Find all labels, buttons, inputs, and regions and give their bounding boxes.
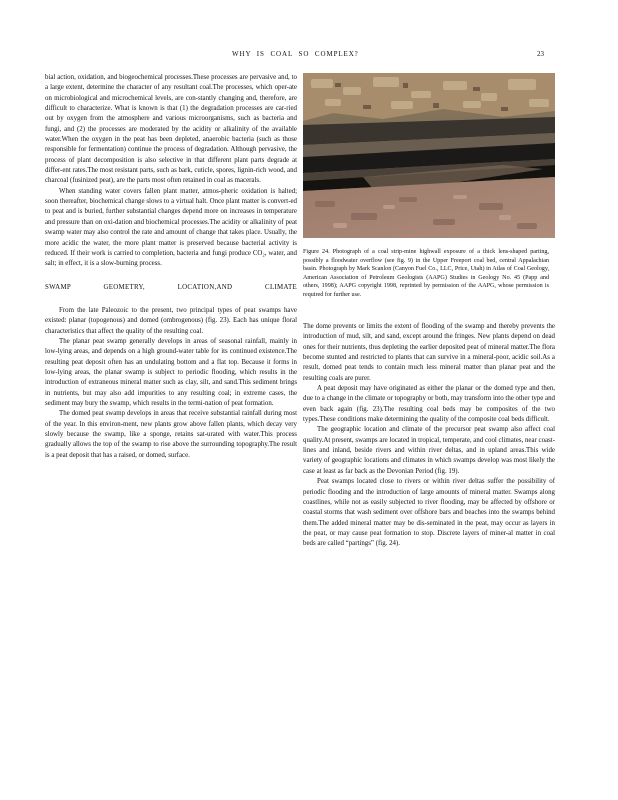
running-head: WHY IS COAL SO COMPLEX?: [232, 50, 359, 58]
figure-caption: Figure 24. Photograph of a coal strip-mine highwall exposure of a thick lens-shaped parting, possibly a floodwater overflow (see fig. 9) in the Upper Freeport coal bed, central Appalachian basin. Photograph by Mark Scanlon (Canyon Fuel Co., LLC, Price, Utah) in Atlas of Coal Geology, American Association of Petroleum Geologists (AAPG) Studies in Geology No. 45 (Papp and others, 1998); AAPG copyright 1998, reprinted by permission of the AAPG, whose permission is required for further use.: [303, 249, 549, 298]
paragraph: The geographic location and climate of the precursor peat swamp also affect coal quality.At present, swamps are located in tropical, temperate, and cool climates, near coast-lines and inland, beside rivers and within river deltas, and in upland areas.This wide variety of geographic locations and climates in which swamps develop was most likely the case at least as far back as the Devonian Period (fig. 19).: [303, 426, 555, 475]
left-column: [45, 73, 297, 461]
paragraph: A peat deposit may have originated as either the planar or the domed type and then, due to a change in the climate or topography or both, may transform into the other type and even back again (fig. 23).The resulting coal beds may be composites of the two types.These conditions make determining the quality of the composite coal beds difficult.: [303, 385, 555, 424]
right-column: [303, 322, 555, 550]
paragraph: bial action, oxidation, and biogeochemical processes.These processes are pervasive and, to a large extent, determine the character of any resultant coal.The processes, which oper-ate on microbiological and microchemical levels, are con-stantly changing and, therefore, are difficult to characterize. What is known is that (1) the degradation processes are car-ried out by oxygen from the atmosphere and various microorganisms, such as bacteria and fungi, and (2) the processes are moderated by the acidity or alkalinity of the available water.When the oxygen in the peat has been depleted, anaerobic bacteria (such as those responsible for fermentation) continue the process of degradation. Although pervasive, the process of plant decomposition is also selective in that different plant parts degrade at differ-ent rates.The most resistant parts, such as bark, cuticle, spores, lignin-rich wood, and charcoal (fusinized peat), are the parts most often retained in coal as macerals.: [45, 74, 297, 185]
section-heading: SWAMP GEOMETRY, LOCATION,AND CLIMATE: [45, 283, 297, 291]
paragraph: The domed peat swamp develops in areas that receive substantial rainfall during most of the year. In this environ-ment, new plants grow above fallen plants, which decay very slowly because the swamp, like a sponge, retains sat-urated with water.This process gradually allows the top of the swamp to rise above the surrounding topography.The result is a peat deposit that has a raised, or domed, surface.: [45, 410, 297, 459]
paragraph: The planar peat swamp generally develops in areas of seasonal rainfall, mainly in low-lying areas, and depends on a high ground-water table for its continued existence.The resulting peat deposit often has an undulating bottom and a flat top. Because it forms in low-lying areas, the planar swamp is subject to periodic flooding, which results in the introduction of extraneous mineral matter such as clay, silt, and sand.This sediment brings in nutrients, but may also add impurities to any resulting coal; in extreme cases, the sediment may bury the swamp, which results in the termi-nation of peat formation.: [45, 337, 297, 407]
paragraph: Peat swamps located close to rivers or within river deltas suffer the possibility of periodic flooding and the introduction of large amounts of mineral matter. Swamps along coastlines, while not as easily subjected to river flooding, may be affected by offshore or coastal storms that wash sediment over offshore bars and beaches into the swamps behind them.The added mineral matter may be dis-seminated in the peat, may occur as layers in the peat, or may cause peat formation to stop. Discrete layers of miner-al matter in coal beds are called “partings” (fig. 24).: [303, 478, 555, 548]
paragraph: When standing water covers fallen plant matter, atmos-pheric oxidation is halted; soon thereafter, biochemical change slows to a virtual halt. Once plant matter is convert-ed to peat and is buried, further substantial changes depend more on increases in temperature and pressure than on oxi-dation and biochemical processes.The acidity or alkalinity of peat swamp water may also control the rate and amount of change that takes place. Usually, the more acidic the water, the more plant matter is preserved because bacterial activity is reduced. If their work is carried to completion, bacteria and fungi produce CO₂, water, and salt; in effect, it is a slow-burning process.: [45, 187, 297, 268]
paragraph: The dome prevents or limits the extent of flooding of the swamp and thereby prevents the introduction of mud, silt, and sand, except around the fringes. New plants depend on dead ones for their nutrients, thus depleting the earlier deposited peat of mineral matter.The flora become stunted and restricted to plants that can survive in a mineral-poor, acidic soil.As a result, domed peat tends to contain much less mineral matter than planar peat and the resulting coals are purer.: [303, 323, 555, 382]
coal-highwall-photo: [303, 73, 555, 238]
page-number: 23: [537, 50, 544, 58]
paragraph: From the late Paleozoic to the present, two principal types of peat swamps have existed: planar (topogenous) and domed (ombrogenous) (fig. 23). Each has unique floral characteristics that affect the quality of the resulting coal.: [45, 306, 297, 335]
figure-photo: [303, 73, 555, 238]
